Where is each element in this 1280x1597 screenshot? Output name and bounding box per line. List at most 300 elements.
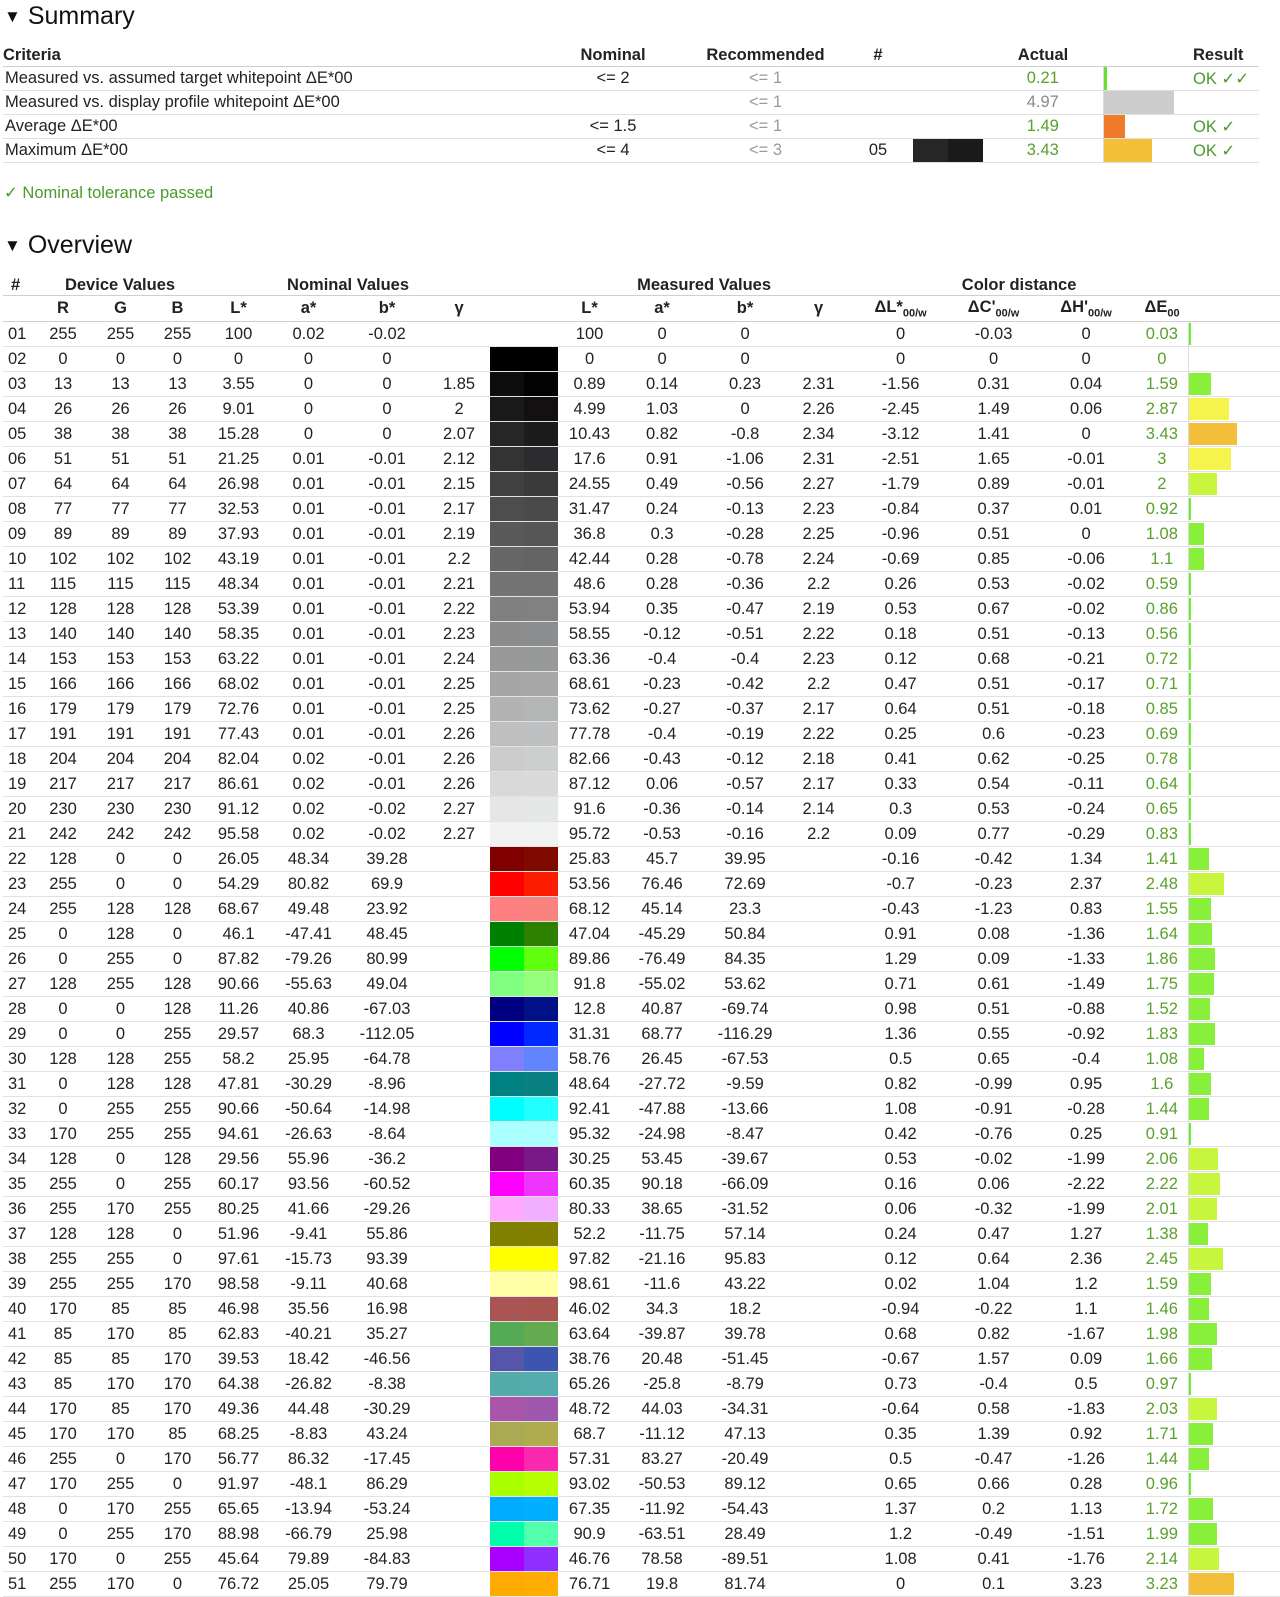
measured-a-cell: 0.35 bbox=[621, 597, 703, 622]
swatch-nominal bbox=[490, 997, 524, 1021]
patch-swatch bbox=[490, 1547, 558, 1571]
delta-c-cell: 1.57 bbox=[951, 1347, 1036, 1372]
nominal-gamma-cell: 2.21 bbox=[428, 572, 490, 597]
delta-c-cell: -0.03 bbox=[951, 322, 1036, 347]
delta-h-cell: 1.2 bbox=[1036, 1272, 1136, 1297]
delta-e-bar bbox=[1189, 1223, 1208, 1245]
delta-h-cell: -0.92 bbox=[1036, 1022, 1136, 1047]
overview-heading[interactable] bbox=[4, 231, 132, 260]
measured-gamma-cell bbox=[787, 1147, 850, 1172]
device-r-cell: 255 bbox=[34, 897, 92, 922]
overview-title: Overview bbox=[27, 231, 133, 259]
delta-c-cell: -0.47 bbox=[951, 1447, 1036, 1472]
nominal-gamma-cell bbox=[428, 897, 490, 922]
patch-swatch bbox=[490, 1097, 558, 1121]
nominal-b-cell: 93.39 bbox=[346, 1247, 428, 1272]
measured-b-cell: -8.47 bbox=[703, 1122, 787, 1147]
device-b-cell: 85 bbox=[149, 1322, 206, 1347]
delta-h-cell: -1.26 bbox=[1036, 1447, 1136, 1472]
delta-h-cell: 0.92 bbox=[1036, 1422, 1136, 1447]
nominal-gamma-cell: 2.25 bbox=[428, 697, 490, 722]
index-subheader bbox=[3, 296, 34, 322]
device-r-cell: 128 bbox=[34, 1047, 92, 1072]
delta-e-bar bbox=[1189, 923, 1212, 945]
delta-l-cell: 0.18 bbox=[850, 622, 951, 647]
nominal-b-cell: 25.98 bbox=[346, 1522, 428, 1547]
result-cell: OK ✓ bbox=[1193, 139, 1259, 163]
patch-swatch bbox=[490, 1197, 558, 1221]
summary-heading[interactable] bbox=[4, 2, 135, 31]
measured-a-cell: -76.49 bbox=[621, 947, 703, 972]
swatch-nominal bbox=[490, 872, 524, 896]
device-g-cell: 255 bbox=[92, 1272, 149, 1297]
delta-e-bar bbox=[1189, 423, 1237, 445]
delta-h-cell: 2.37 bbox=[1036, 872, 1136, 897]
measured-b-cell: -54.43 bbox=[703, 1497, 787, 1522]
delta-e-bar bbox=[1189, 323, 1191, 345]
device-b-cell: 0 bbox=[149, 1222, 206, 1247]
measured-a-cell: 0.14 bbox=[621, 372, 703, 397]
delta-l-cell: 0.71 bbox=[850, 972, 951, 997]
delta-e-cell: 2.45 bbox=[1136, 1247, 1188, 1272]
device-g-cell: 255 bbox=[92, 947, 149, 972]
delta-e-cell: 2.01 bbox=[1136, 1197, 1188, 1222]
patch-swatch-cell bbox=[490, 1397, 558, 1422]
device-g-cell: 153 bbox=[92, 647, 149, 672]
nominal-gamma-cell: 2.27 bbox=[428, 822, 490, 847]
nominal-gamma-cell bbox=[428, 1172, 490, 1197]
delta-e-bar-cell bbox=[1188, 372, 1280, 397]
patch-swatch bbox=[490, 1072, 558, 1096]
patch-swatch bbox=[913, 139, 983, 162]
device-b-cell: 170 bbox=[149, 1522, 206, 1547]
patch-swatch bbox=[490, 847, 558, 871]
device-g-cell: 0 bbox=[92, 1172, 149, 1197]
swatch-measured bbox=[524, 1422, 558, 1446]
delta-h-cell: 0 bbox=[1036, 422, 1136, 447]
nominal-a-cell: -66.79 bbox=[271, 1522, 346, 1547]
patch-swatch-cell bbox=[490, 672, 558, 697]
device-b-cell: 102 bbox=[149, 547, 206, 572]
patch-index-cell: 30 bbox=[3, 1047, 34, 1072]
device-b-cell: 128 bbox=[149, 972, 206, 997]
delta-e-bar bbox=[1189, 1273, 1211, 1295]
overview-row bbox=[3, 922, 1280, 947]
delta-e-cell: 1.66 bbox=[1136, 1347, 1188, 1372]
measured-b-cell: 0 bbox=[703, 322, 787, 347]
delta-l-cell: 0.06 bbox=[850, 1197, 951, 1222]
swatch-nominal bbox=[490, 1147, 524, 1171]
patch-swatch-cell bbox=[490, 347, 558, 372]
device-r-cell: 128 bbox=[34, 1147, 92, 1172]
patch-swatch-cell bbox=[490, 497, 558, 522]
measured-a-cell: 44.03 bbox=[621, 1397, 703, 1422]
nominal-b-cell: 0 bbox=[346, 347, 428, 372]
delta-e-bar bbox=[1189, 1298, 1209, 1320]
measured-l-cell: 31.47 bbox=[558, 497, 621, 522]
patch-header-spacer bbox=[913, 44, 983, 67]
collapse-triangle-icon[interactable]: ▼ bbox=[4, 6, 21, 26]
delta-e-cell: 1.55 bbox=[1136, 897, 1188, 922]
nominal-b-cell: -0.01 bbox=[346, 447, 428, 472]
nominal-cell: <= 4 bbox=[538, 139, 688, 163]
measured-gamma-cell bbox=[787, 1472, 850, 1497]
swatch-nominal bbox=[490, 1472, 524, 1496]
device-b-cell: 255 bbox=[149, 1547, 206, 1572]
nominal-gamma-cell: 1.85 bbox=[428, 372, 490, 397]
delta-e-bar-cell bbox=[1188, 647, 1280, 672]
nominal-values-header: Nominal Values bbox=[206, 275, 490, 296]
measured-l-cell: 100 bbox=[558, 322, 621, 347]
device-b-cell: 77 bbox=[149, 497, 206, 522]
nominal-a-cell: 0 bbox=[271, 372, 346, 397]
measured-gamma-cell bbox=[787, 1447, 850, 1472]
device-r-cell: 0 bbox=[34, 997, 92, 1022]
nominal-b-cell: -8.64 bbox=[346, 1122, 428, 1147]
measured-gamma-cell bbox=[787, 347, 850, 372]
device-g-cell: 0 bbox=[92, 847, 149, 872]
overview-row bbox=[3, 872, 1280, 897]
measured-a-cell: 53.45 bbox=[621, 1147, 703, 1172]
measured-a-cell: -47.88 bbox=[621, 1097, 703, 1122]
swatch-nominal bbox=[490, 772, 524, 796]
overview-table bbox=[3, 275, 1280, 1597]
delta-e-cell: 1.86 bbox=[1136, 947, 1188, 972]
device-r-cell: 170 bbox=[34, 1422, 92, 1447]
bar-header-spacer bbox=[1103, 44, 1193, 67]
device-g-cell: 128 bbox=[92, 597, 149, 622]
nominal-gamma-cell bbox=[428, 1347, 490, 1372]
patch-swatch bbox=[490, 1522, 558, 1546]
device-b-cell: 217 bbox=[149, 772, 206, 797]
patch-swatch bbox=[490, 697, 558, 721]
patch-swatch bbox=[490, 1497, 558, 1521]
delta-e-bar-cell bbox=[1188, 447, 1280, 472]
device-b-cell: 128 bbox=[149, 1147, 206, 1172]
delta-e-bar bbox=[1189, 648, 1191, 670]
measured-b-cell: 57.14 bbox=[703, 1222, 787, 1247]
swatch-nominal bbox=[490, 497, 524, 521]
swatch-nominal bbox=[490, 1447, 524, 1471]
measured-gamma-cell bbox=[787, 1522, 850, 1547]
swatch-nominal bbox=[490, 322, 524, 346]
measured-gamma-cell bbox=[787, 847, 850, 872]
delta-e-cell: 1.44 bbox=[1136, 1447, 1188, 1472]
device-b-cell: 166 bbox=[149, 672, 206, 697]
patch-index-cell: 01 bbox=[3, 322, 34, 347]
measured-a-cell: -0.43 bbox=[621, 747, 703, 772]
device-g-cell: 179 bbox=[92, 697, 149, 722]
delta-e-bar-cell bbox=[1188, 1022, 1280, 1047]
delta-c-cell: 0 bbox=[951, 347, 1036, 372]
nominal-b-cell: -0.01 bbox=[346, 697, 428, 722]
measured-l-cell: 36.8 bbox=[558, 522, 621, 547]
nominal-gamma-cell bbox=[428, 1097, 490, 1122]
measured-gamma-cell: 2.25 bbox=[787, 522, 850, 547]
delta-h-cell: -0.01 bbox=[1036, 472, 1136, 497]
nominal-l-cell: 90.66 bbox=[206, 972, 271, 997]
delta-e-cell: 3.23 bbox=[1136, 1572, 1188, 1597]
nominal-l-cell: 11.26 bbox=[206, 997, 271, 1022]
nominal-a-cell: 0.01 bbox=[271, 497, 346, 522]
device-b-cell: 128 bbox=[149, 597, 206, 622]
overview-row bbox=[3, 597, 1280, 622]
measured-gamma-cell bbox=[787, 872, 850, 897]
patch-swatch bbox=[490, 1172, 558, 1196]
patch-swatch-cell bbox=[490, 597, 558, 622]
swatch-measured bbox=[524, 622, 558, 646]
delta-c-header bbox=[951, 296, 1036, 322]
delta-e-bar-cell bbox=[1188, 822, 1280, 847]
patch-swatch-cell bbox=[490, 847, 558, 872]
delta-l-cell: 1.29 bbox=[850, 947, 951, 972]
swatch-nominal bbox=[490, 597, 524, 621]
patch-swatch-cell bbox=[490, 372, 558, 397]
tolerance-status: ✓ Nominal tolerance passed bbox=[4, 184, 214, 202]
device-b-cell: 38 bbox=[149, 422, 206, 447]
device-g-cell: 191 bbox=[92, 722, 149, 747]
measured-l-cell: 67.35 bbox=[558, 1497, 621, 1522]
nominal-gamma-cell bbox=[428, 1522, 490, 1547]
overview-row bbox=[3, 547, 1280, 572]
patch-swatch-cell bbox=[490, 422, 558, 447]
patch-swatch-cell bbox=[490, 897, 558, 922]
swatch-nominal bbox=[490, 1072, 524, 1096]
measured-a-cell: -0.4 bbox=[621, 722, 703, 747]
patch-index-cell: 20 bbox=[3, 797, 34, 822]
actual-bar-cell bbox=[1103, 115, 1193, 139]
delta-l-cell: -0.94 bbox=[850, 1297, 951, 1322]
overview-row bbox=[3, 1572, 1280, 1597]
swatch-measured bbox=[524, 597, 558, 621]
nominal-l-cell: 87.82 bbox=[206, 947, 271, 972]
delta-h-cell: -0.21 bbox=[1036, 647, 1136, 672]
measured-a-cell: 78.58 bbox=[621, 1547, 703, 1572]
nominal-gamma-cell bbox=[428, 1122, 490, 1147]
measured-b-cell: -67.53 bbox=[703, 1047, 787, 1072]
nominal-a-cell: 0.01 bbox=[271, 647, 346, 672]
device-r-cell: 170 bbox=[34, 1297, 92, 1322]
collapse-triangle-icon[interactable]: ▼ bbox=[4, 235, 21, 255]
delta-e-cell: 0.85 bbox=[1136, 697, 1188, 722]
patch-swatch-cell bbox=[490, 1047, 558, 1072]
delta-l-subscript: 00/w bbox=[902, 307, 927, 320]
measured-b-cell: -89.51 bbox=[703, 1547, 787, 1572]
patch-swatch-cell bbox=[490, 1222, 558, 1247]
summary-row bbox=[3, 67, 1259, 91]
delta-c-cell: 0.1 bbox=[951, 1572, 1036, 1597]
color-distance-header: Color distance bbox=[850, 275, 1188, 296]
nominal-gamma-cell bbox=[428, 1272, 490, 1297]
measured-gamma-cell: 2.34 bbox=[787, 422, 850, 447]
nominal-a-cell: -40.21 bbox=[271, 1322, 346, 1347]
delta-e-cell: 2 bbox=[1136, 472, 1188, 497]
delta-c-cell: 0.2 bbox=[951, 1497, 1036, 1522]
delta-e-bar-cell bbox=[1188, 872, 1280, 897]
delta-h-header bbox=[1036, 296, 1136, 322]
delta-l-cell: 0.3 bbox=[850, 797, 951, 822]
nominal-a-cell: -79.26 bbox=[271, 947, 346, 972]
delta-e-cell: 1.46 bbox=[1136, 1297, 1188, 1322]
device-r-cell: 85 bbox=[34, 1322, 92, 1347]
swatch-measured bbox=[524, 522, 558, 546]
swatch-measured bbox=[948, 139, 983, 162]
overview-row bbox=[3, 672, 1280, 697]
patch-index-cell: 35 bbox=[3, 1172, 34, 1197]
delta-c-cell: 0.58 bbox=[951, 1397, 1036, 1422]
measured-a-cell: -11.75 bbox=[621, 1222, 703, 1247]
nominal-gamma-cell: 2.12 bbox=[428, 447, 490, 472]
delta-c-cell: -0.76 bbox=[951, 1122, 1036, 1147]
measured-a-cell: 34.3 bbox=[621, 1297, 703, 1322]
patch-index-cell: 38 bbox=[3, 1247, 34, 1272]
delta-h-cell: -1.99 bbox=[1036, 1197, 1136, 1222]
nominal-a-cell: 0.02 bbox=[271, 747, 346, 772]
measured-l-cell: 17.6 bbox=[558, 447, 621, 472]
delta-c-cell: -0.42 bbox=[951, 847, 1036, 872]
patch-swatch-cell bbox=[490, 947, 558, 972]
nominal-b-cell: -14.98 bbox=[346, 1097, 428, 1122]
device-b-cell: 85 bbox=[149, 1422, 206, 1447]
measured-l-cell: 58.76 bbox=[558, 1047, 621, 1072]
delta-e-cell: 1.6 bbox=[1136, 1072, 1188, 1097]
delta-e-bar bbox=[1189, 598, 1191, 620]
delta-e-header bbox=[1136, 296, 1188, 322]
overview-row bbox=[3, 1547, 1280, 1572]
nominal-l-cell: 63.22 bbox=[206, 647, 271, 672]
nominal-l-cell: 26.05 bbox=[206, 847, 271, 872]
swatch-measured bbox=[524, 572, 558, 596]
nominal-gamma-cell: 2.26 bbox=[428, 772, 490, 797]
nominal-a-cell: 55.96 bbox=[271, 1147, 346, 1172]
delta-e-cell: 0.92 bbox=[1136, 497, 1188, 522]
measured-gamma-cell bbox=[787, 1322, 850, 1347]
delta-e-bar bbox=[1189, 573, 1191, 595]
delta-l-cell: -3.12 bbox=[850, 422, 951, 447]
nominal-l-cell: 91.12 bbox=[206, 797, 271, 822]
nominal-b-cell: -0.01 bbox=[346, 572, 428, 597]
nominal-a-cell: -26.82 bbox=[271, 1372, 346, 1397]
nominal-b-cell: -0.01 bbox=[346, 472, 428, 497]
device-b-cell: 230 bbox=[149, 797, 206, 822]
measured-l-header: L* bbox=[558, 296, 621, 322]
measured-gamma-cell bbox=[787, 1297, 850, 1322]
summary-row bbox=[3, 139, 1259, 163]
delta-e-bar bbox=[1189, 1498, 1213, 1520]
patch-swatch bbox=[490, 1147, 558, 1171]
measured-b-cell: 0 bbox=[703, 397, 787, 422]
delta-c-cell: 0.51 bbox=[951, 522, 1036, 547]
nominal-gamma-cell: 2 bbox=[428, 397, 490, 422]
delta-h-subscript: 00/w bbox=[1088, 307, 1112, 320]
swatch-nominal bbox=[490, 1172, 524, 1196]
measured-l-cell: 63.36 bbox=[558, 647, 621, 672]
swatch-measured bbox=[524, 1147, 558, 1171]
delta-e-cell: 2.03 bbox=[1136, 1397, 1188, 1422]
delta-e-bar bbox=[1189, 373, 1211, 395]
nominal-l-cell: 77.43 bbox=[206, 722, 271, 747]
patch-index-cell: 10 bbox=[3, 547, 34, 572]
delta-l-cell: -1.79 bbox=[850, 472, 951, 497]
measured-l-cell: 89.86 bbox=[558, 947, 621, 972]
delta-e-cell: 0.96 bbox=[1136, 1472, 1188, 1497]
device-r-cell: 13 bbox=[34, 372, 92, 397]
device-g-cell: 170 bbox=[92, 1572, 149, 1597]
device-b-cell: 128 bbox=[149, 1072, 206, 1097]
delta-e-cell: 0.65 bbox=[1136, 797, 1188, 822]
delta-l-cell: 0.53 bbox=[850, 1147, 951, 1172]
nominal-a-cell: 0.01 bbox=[271, 447, 346, 472]
delta-l-cell: -0.96 bbox=[850, 522, 951, 547]
delta-e-bar-cell bbox=[1188, 622, 1280, 647]
patch-index-cell: 04 bbox=[3, 397, 34, 422]
measured-l-cell: 25.83 bbox=[558, 847, 621, 872]
measured-b-cell: 81.74 bbox=[703, 1572, 787, 1597]
nominal-gamma-header: γ bbox=[428, 296, 490, 322]
measured-l-cell: 12.8 bbox=[558, 997, 621, 1022]
delta-e-bar bbox=[1189, 1398, 1217, 1420]
measured-gamma-cell: 2.19 bbox=[787, 597, 850, 622]
nominal-gamma-cell: 2.26 bbox=[428, 722, 490, 747]
nominal-l-cell: 21.25 bbox=[206, 447, 271, 472]
patch-swatch bbox=[490, 447, 558, 471]
delta-e-cell: 3 bbox=[1136, 447, 1188, 472]
patch-swatch-cell bbox=[490, 1472, 558, 1497]
nominal-b-cell: -0.01 bbox=[346, 522, 428, 547]
nominal-gamma-cell bbox=[428, 1422, 490, 1447]
nominal-l-cell: 64.38 bbox=[206, 1372, 271, 1397]
delta-e-bar-cell bbox=[1188, 797, 1280, 822]
patch-index-cell: 46 bbox=[3, 1447, 34, 1472]
delta-e-bar-cell bbox=[1188, 972, 1280, 997]
overview-row bbox=[3, 397, 1280, 422]
device-g-cell: 140 bbox=[92, 622, 149, 647]
nominal-l-cell: 51.96 bbox=[206, 1222, 271, 1247]
measured-l-cell: 97.82 bbox=[558, 1247, 621, 1272]
delta-e-cell: 2.48 bbox=[1136, 872, 1188, 897]
index-header: # bbox=[3, 275, 34, 296]
overview-row bbox=[3, 472, 1280, 497]
patch-swatch bbox=[490, 1122, 558, 1146]
patch-swatch-cell bbox=[490, 1197, 558, 1222]
delta-e-bar bbox=[1189, 873, 1224, 895]
actual-bar-cell bbox=[1103, 67, 1193, 91]
delta-e-bar-cell bbox=[1188, 922, 1280, 947]
delta-h-cell: 0 bbox=[1036, 322, 1136, 347]
nominal-l-cell: 46.1 bbox=[206, 922, 271, 947]
measured-l-cell: 76.71 bbox=[558, 1572, 621, 1597]
delta-e-bar-cell bbox=[1188, 672, 1280, 697]
swatch-measured bbox=[524, 1297, 558, 1321]
delta-h-cell: -0.18 bbox=[1036, 697, 1136, 722]
measured-a-cell: -0.12 bbox=[621, 622, 703, 647]
nominal-gamma-cell: 2.25 bbox=[428, 672, 490, 697]
measured-gamma-cell bbox=[787, 897, 850, 922]
nominal-a-cell: 79.89 bbox=[271, 1547, 346, 1572]
delta-e-bar bbox=[1189, 1173, 1220, 1195]
delta-h-cell: -2.22 bbox=[1036, 1172, 1136, 1197]
recommended-cell: <= 1 bbox=[688, 115, 843, 139]
patch-index-cell: 07 bbox=[3, 472, 34, 497]
swatch-measured bbox=[524, 1497, 558, 1521]
device-b-cell: 0 bbox=[149, 347, 206, 372]
delta-e-bar-cell bbox=[1188, 472, 1280, 497]
swatch-nominal bbox=[490, 347, 524, 371]
swatch-measured bbox=[524, 1122, 558, 1146]
delta-h-label: ΔH' bbox=[1060, 297, 1088, 316]
nominal-gamma-cell bbox=[428, 1497, 490, 1522]
measured-a-cell: 0 bbox=[621, 347, 703, 372]
